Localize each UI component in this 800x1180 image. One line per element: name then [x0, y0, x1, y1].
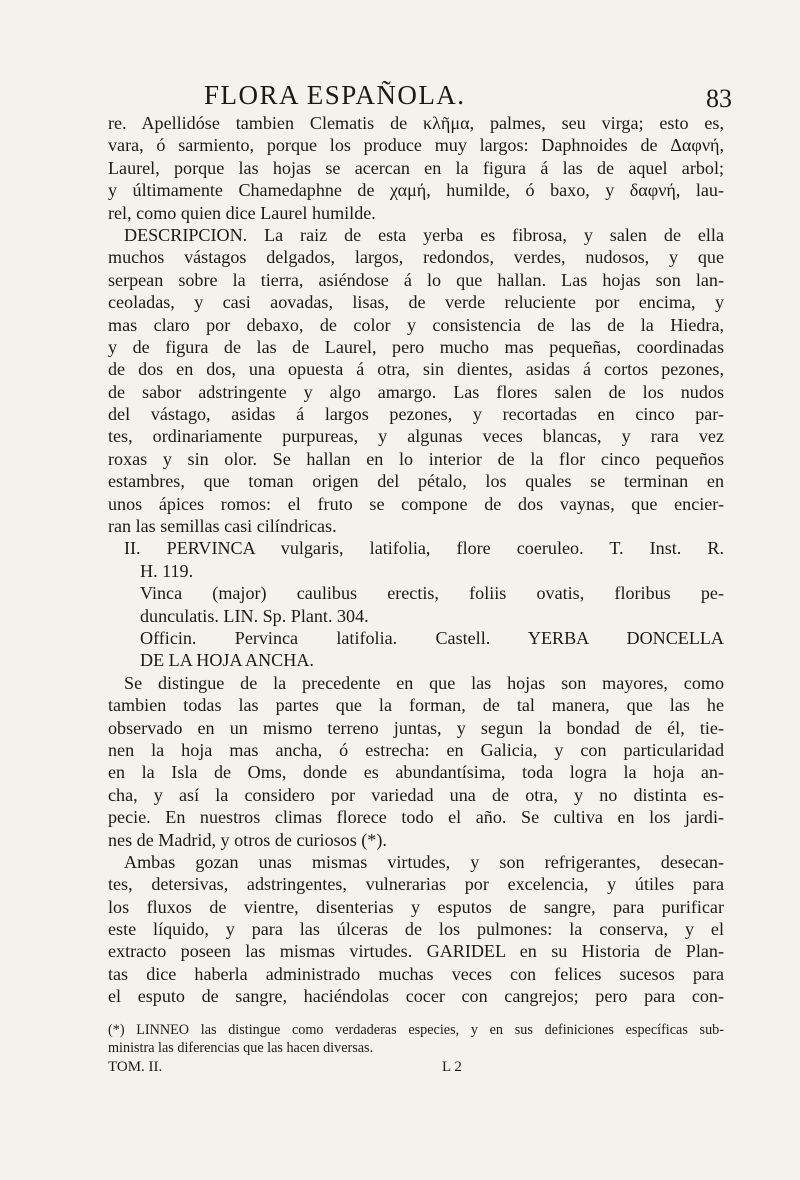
text-line: serpean sobre la tierra, asiéndose á lo que hallan. Las hojas son lan- — [108, 269, 724, 290]
text-line: tes, detersivas, adstringentes, vulnerarias por excelencia, y útiles para — [108, 874, 724, 895]
footnote — [108, 1022, 724, 1057]
text-line: en la Isla de Oms, donde es abundantísima, toda logra la hoja an- — [108, 762, 724, 783]
text-line: roxas y sin olor. Se hallan en lo interior de la flor cinco pequeños — [108, 448, 724, 469]
text-line: el esputo de sangre, haciéndolas cocer con cangrejos; pero para con- — [108, 986, 724, 1007]
text-line: Laurel, porque las hojas se acercan en la figura á las de aquel arbol; — [108, 157, 724, 178]
text-line: tambien todas las partes que la forman, de tal manera, que las he — [108, 695, 724, 716]
text-line: estambres, que toman origen del pétalo, los quales se terminan en — [108, 471, 724, 492]
text-line: re. Apellidóse tambien Clematis de κλῆμα, palmes, seu virga; esto es, — [108, 113, 724, 133]
page-number: 83 — [706, 84, 732, 113]
text-line: mas claro por debaxo, de color y consistencia de las de la Hiedra, — [108, 314, 724, 335]
text-line: pecie. En nuestros climas florece todo el año. Se cultiva en los jardi- — [108, 807, 724, 828]
text-line: rel, como quien dice Laurel humilde. — [108, 202, 376, 223]
footnote-line: (*) LINNEO las distingue como verdaderas especies, y en sus definiciones específicas sub- — [108, 1022, 724, 1038]
running-title: FLORA ESPAÑOLA. — [204, 80, 466, 110]
text-line: observado en un mismo terreno juntas, y segun la bondad de él, tie- — [108, 717, 724, 738]
text-line: del vástago, asidas á largos pezones, y recortadas en cinco par- — [108, 404, 724, 425]
text-line: nes de Madrid, y otros de curiosos (*). — [108, 829, 387, 850]
text-line: unos ápices romos: el fruto se compone de dos vaynas, que encier- — [108, 493, 724, 514]
text-line: vara, ó sarmiento, porque los produce muy largos: Daphnoides de Δαφνή, — [108, 135, 724, 156]
text-line: Ambas gozan unas mismas virtudes, y son refrigerantes, desecan- — [124, 851, 724, 872]
text-line: de sabor adstringente y algo amargo. Las flores salen de los nudos — [108, 381, 724, 402]
text-line: cha, y así la considero por variedad una de otra, y no distinta es- — [108, 784, 724, 805]
text-line: y de figura de las de Laurel, pero mucho mas pequeñas, coordinadas — [108, 336, 724, 357]
text-line: Vinca (major) caulibus erectis, foliis ovatis, floribus pe- — [140, 583, 724, 604]
text-line: H. 119. — [140, 560, 194, 581]
text-line: ran las semillas casi cilíndricas. — [108, 516, 337, 537]
text-line: DE LA HOJA ANCHA. — [140, 650, 314, 671]
text-line: muchos vástagos delgados, largos, redondos, verdes, nudosos, y que — [108, 247, 724, 268]
text-line: ceoladas, y casi aovadas, lisas, de verde reluciente por encima, y — [108, 292, 724, 313]
signature-mark: L 2 — [442, 1059, 462, 1075]
page-header — [0, 80, 800, 114]
text-line: Officin. Pervinca latifolia. Castell. YERBA DONCELLA — [140, 627, 724, 648]
main-text — [108, 112, 724, 1008]
text-line: los fluxos de vientre, disenterias y esputos de sangre, para purificar — [108, 896, 724, 917]
volume-mark: TOM. II. — [108, 1059, 163, 1075]
footnote-line: ministra las diferencias que las hacen diversas. — [108, 1039, 374, 1056]
text-line: Se distingue de la precedente en que las hojas son mayores, como — [124, 672, 724, 693]
text-line: extracto poseen las mismas virtudes. GARIDEL en su Historia de Plan- — [108, 941, 724, 962]
section-heading: II. PERVINCA vulgaris, latifolia, flore coeruleo. T. Inst. R. — [124, 538, 724, 559]
text-line: tas dice haberla administrado muchas veces con felices sucesos para — [108, 963, 724, 984]
text-line: DESCRIPCION. La raiz de esta yerba es fibrosa, y salen de ella — [124, 224, 724, 245]
text-line: de dos en dos, una opuesta á otra, sin dientes, asidas á cortos pezones, — [108, 359, 724, 380]
text-line: este líquido, y para las úlceras de los pulmones: la conserva, y el — [108, 919, 724, 940]
text-line: y últimamente Chamedaphne de χαμή, humilde, ó baxo, y δαφνή, lau- — [108, 180, 724, 201]
text-line: dunculatis. LIN. Sp. Plant. 304. — [140, 605, 369, 626]
text-line: nen la hoja mas ancha, ó estrecha: en Galicia, y con particularidad — [108, 739, 724, 760]
text-line: tes, ordinariamente purpureas, y algunas veces blancas, y rara vez — [108, 426, 724, 447]
